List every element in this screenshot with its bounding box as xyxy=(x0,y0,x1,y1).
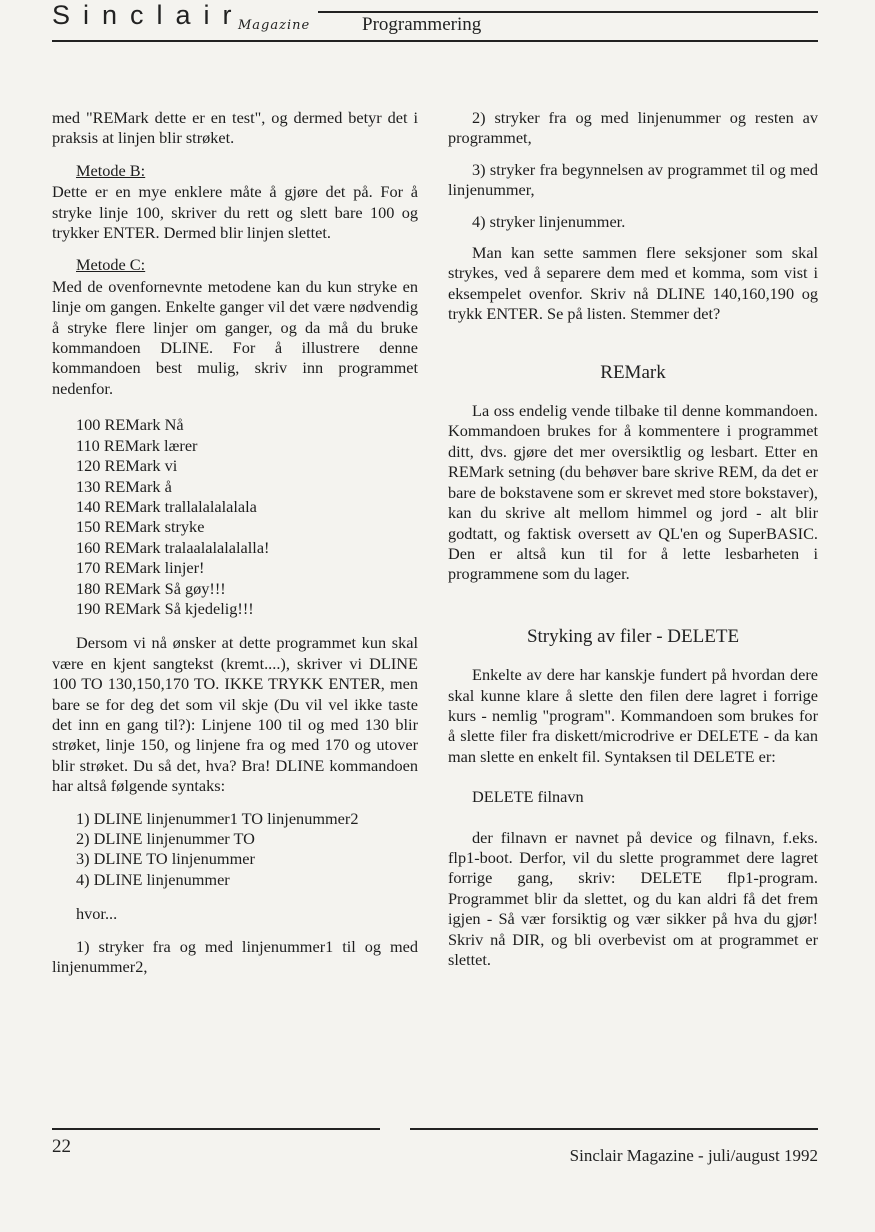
code-line: 100 REMark Nå xyxy=(76,415,184,435)
syntax-item: 1) DLINE linjenummer1 TO linjenummer2 xyxy=(76,808,359,828)
code-line: 180 REMark Så gøy!!! xyxy=(76,578,226,598)
remark-heading: REMark xyxy=(600,361,666,383)
code-line: 110 REMark lærer xyxy=(76,435,198,455)
delete-heading: Stryking av filer - DELETE xyxy=(526,625,740,647)
explanation-item-1: 1) stryker fra og med linjenummer1 til og med linjenummer2, xyxy=(52,936,418,977)
explanation-item-3: 3) stryker fra begynnelsen av programmet til og med linjenummer, xyxy=(448,159,818,200)
left-column xyxy=(52,108,418,988)
footer-credit: Sinclair Magazine - juli/august 1992 xyxy=(569,1146,818,1165)
metode-b-text: Dette er en mye enklere måte å gjøre det på. For å stryke linje 100, skriver du rett og slett bare 100 og trykker ENTER. Dermed blir linjen slettet. xyxy=(52,182,418,243)
intro-paragraph: med "REMark dette er en test", og dermed betyr det i praksis at linjen blir strøket. xyxy=(52,108,418,148)
explanation-item-4: 4) stryker linjenummer. xyxy=(472,211,626,231)
footer-rule-right xyxy=(410,1128,818,1130)
page-number: 22 xyxy=(52,1136,71,1157)
code-line: 170 REMark linjer! xyxy=(76,558,205,578)
header-rule-bottom xyxy=(52,40,818,42)
dersom-paragraph: Dersom vi nå ønsker at dette programmet kun skal være en kjent sangtekst (kremt....), skriver vi DLINE 100 TO 130,150,170 TO. IKKE TRYKK ENTER, men bare se for deg det som vil skje (Du vil vel ikke taste det inn en gang til?): Linjene 100 til og med 130 blir strøket, linje 150, og linjene fra og med 170 og utover blir strøket. Du så det, hva? Bra! DLINE kommandoen har altså følgende syntaks: xyxy=(52,633,418,796)
code-line: 160 REMark tralaalalalalalla! xyxy=(76,537,270,557)
brand-wordmark: Sinclair xyxy=(52,0,245,30)
metode-c-text: Med de ovenfornevnte metodene kan du kun stryke en linje om gangen. Enkelte ganger vil det være nødvendig å stryke flere linjer om ganger, og da må du bruke kommandoen DLINE. For å illustrere denne kommandoen best mulig, skriv inn programmet nedenfor. xyxy=(52,276,418,398)
remark-paragraph: La oss endelig vende tilbake til denne kommandoen. Kommandoen brukes for å kommentere i programmet ditt, dvs. gjøre det mer oversiktlig og lesbart. Etter en REMark setning (du behøver bare skrive REM, da det er bare de bokstavene som er skrevet med store bokstaver), kan du skrive alt mellom himmel og jord - alt blir godtatt, og faktisk oversett av QL'en og SuperBASIC. Den er altså kun til for å lette lesbarheten i programmene som du lager. xyxy=(448,401,818,584)
brand-script-word: Magazine xyxy=(238,18,311,33)
hvor-text: hvor... xyxy=(76,904,118,924)
sammen-paragraph: Man kan sette sammen flere seksjoner som skal strykes, ved å separere dem med et komma, som vist i eksempelet ovenfor. Skriv nå DLINE 140,160,190 og trykk ENTER. Se på listen. Stemmer det? xyxy=(448,243,818,324)
code-line: 190 REMark Så kjedelig!!! xyxy=(76,598,254,618)
delete-syntax: DELETE filnavn xyxy=(472,787,584,807)
filnavn-paragraph: der filnavn er navnet på device og filnavn, f.eks. flp1-boot. Derfor, vil du slette programmet dere lagret forrige gang, skriv: DELETE flp1-program. Programmet blir da slettet, og du kan aldri få det frem igjen - Så vær forsiktig og vær sikker på hva du gjør! Skriv nå DIR, og bli overbevist om at programmet er slettet. xyxy=(448,827,818,969)
code-line: 140 REMark trallalalalalala xyxy=(76,496,257,516)
section-title: Programmering xyxy=(362,14,482,35)
code-line: 150 REMark stryke xyxy=(76,517,205,537)
syntax-item: 4) DLINE linjenummer xyxy=(76,869,230,889)
code-line: 130 REMark å xyxy=(76,476,172,496)
footer-rule-left xyxy=(52,1128,380,1130)
syntax-item: 2) DLINE linjenummer TO xyxy=(76,829,255,848)
enkelte-paragraph: Enkelte av dere har kanskje fundert på hvordan dere skal kunne klare å slette den filen dere lagret i forrige kurs - nemlig "program". Kommandoen som brukes for å slette filer fra diskett/microdrive er DELETE - da kan man slette en enkelt fil. Syntaksen til DELETE er: xyxy=(448,665,818,766)
code-listing xyxy=(76,415,418,619)
metode-c-label: Metode C: xyxy=(76,255,146,275)
right-column xyxy=(448,108,818,981)
metode-b-label: Metode B: xyxy=(76,160,146,180)
syntax-item: 3) DLINE TO linjenummer xyxy=(76,849,255,869)
code-line: 120 REMark vi xyxy=(76,456,178,476)
header-rule-top xyxy=(318,11,818,13)
dline-syntax-list xyxy=(76,809,418,891)
explanation-item-2: 2) stryker fra og med linjenummer og resten av programmet, xyxy=(448,108,818,148)
